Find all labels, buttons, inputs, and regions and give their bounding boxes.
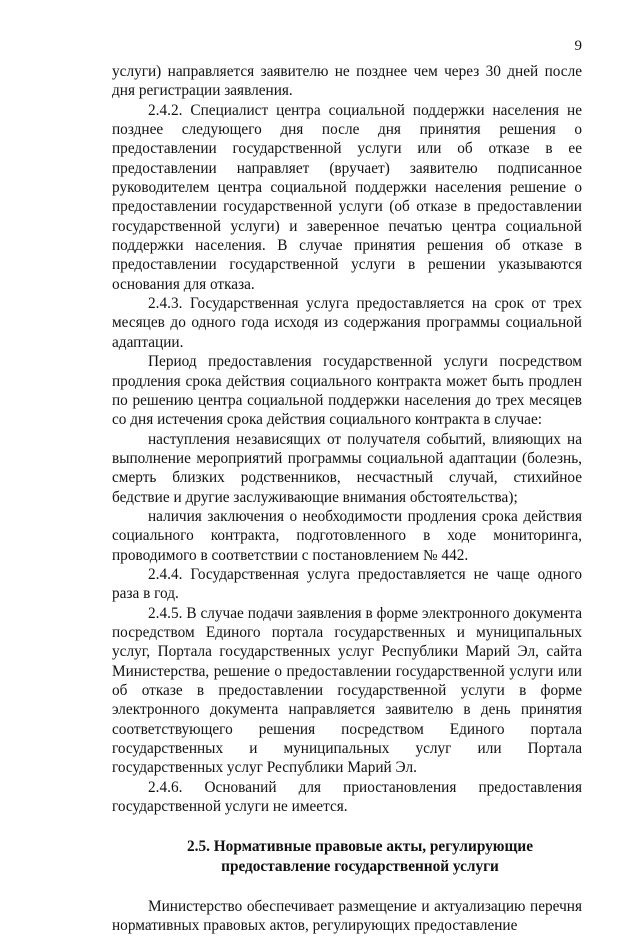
paragraph-extension-period: Период предоставления государственной услуги посредством продления срока действия социального контракта может быть продлен по решению центра социальной поддержки населения до трех месяцев со дня истечения срока действия социального контракта в случае:	[112, 353, 582, 429]
paragraph-2-4-2: 2.4.2. Специалист центра социальной поддержки населения не позднее следующего дня после дня принятия решения о предоставлении государственной услуги или об отказе в ее предоставлении направляет (вручает) заявителю подписанное руководителем центра социальной поддержки населения решение о предоставлении государственной услуги (об отказе в предоставлении государственной услуги) и заверенное печатью центра социальной поддержки населения. В случае принятия решения об отказе в предоставлении государственной услуги в решении указываются основания для отказа.	[112, 101, 582, 293]
paragraph-2-4-5: 2.4.5. В случае подачи заявления в форме электронного документа посредством Единого портала государственных и муниципальных услуг, Портала государственных услуг Республики Марий Эл, сайта Министерства, решение о предоставлении государственной услуги или об отказе в предоставлении государственной услуги в форме электронного документа направляется заявителю в день принятия соответствующего решения посредством Единого портала государственных и муниципальных услуг или Портала государственных услуг Республики Марий Эл.	[112, 604, 582, 777]
paragraph-condition-conclusion: наличия заключения о необходимости продления срока действия социального контракта, подготовленного в ходе мониторинга, проводимого в соответствии с постановлением № 442.	[112, 507, 582, 564]
paragraph-2-4-3: 2.4.3. Государственная услуга предоставляется на срок от трех месяцев до одного года исходя из содержания программы социальной адаптации.	[112, 295, 582, 351]
paragraph-ministry: Министерство обеспечивает размещение и актуализацию перечня нормативных правовых актов, регулирующих предоставление	[112, 898, 582, 935]
paragraph-condition-events: наступления независящих от получателя событий, влияющих на выполнение мероприятий программы социальной адаптации (болезнь, смерть близких родственников, несчастный случай, стихийное бедствие и другие заслуживающие внимания обстоятельства);	[112, 430, 582, 506]
paragraph-continuation: услуги) направляется заявителю не позднее чем через 30 дней после дня регистрации заявления.	[112, 63, 582, 100]
paragraph-2-4-4: 2.4.4. Государственная услуга предоставляется не чаще одного раза в год.	[112, 565, 582, 603]
section-heading: 2.5. Нормативные правовые акты, регулирующие предоставление государственной услуги	[187, 838, 533, 875]
page-number: 9	[574, 38, 582, 54]
document-body	[112, 62, 582, 936]
paragraph-2-4-6: 2.4.6. Оснований для приостановления предоставления государственной услуги не имеется.	[112, 778, 582, 816]
